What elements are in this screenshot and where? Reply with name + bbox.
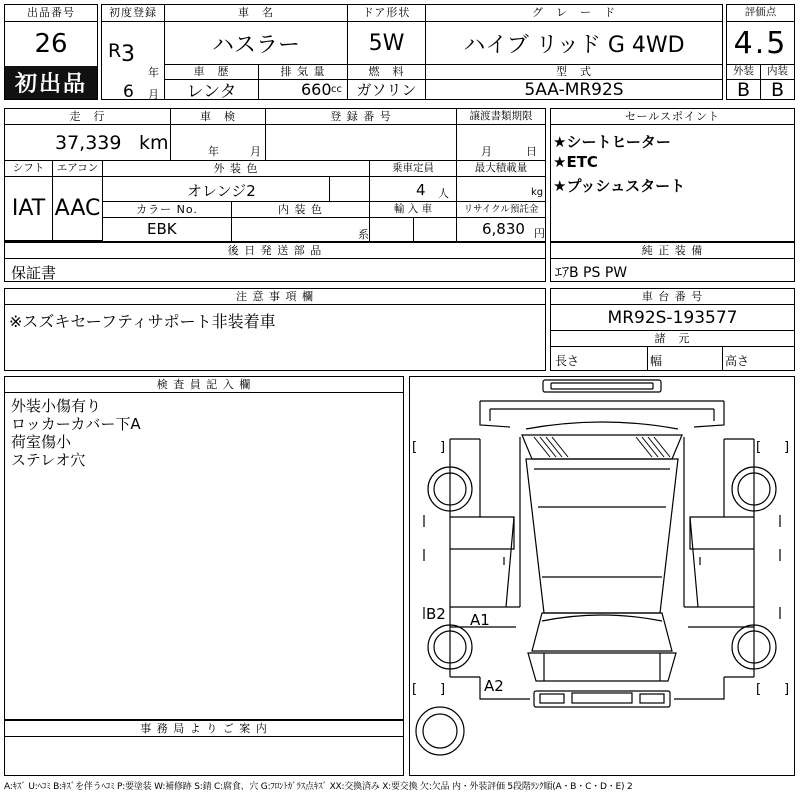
color-no-label: カラー No. [103, 202, 232, 218]
inspection-label: 車 検 [171, 109, 266, 125]
fuel-value: ガソリン [348, 80, 426, 99]
inspector-note: ステレオ穴 [11, 451, 86, 469]
inspector-notes [11, 397, 141, 469]
caution-value: ※スズキセーフティサポート非装着車 [9, 312, 276, 331]
bracket-left-front: [ [412, 440, 418, 455]
transfer-cell [457, 125, 545, 161]
office-box [4, 720, 404, 776]
office-label: 事 務 局 よ り ご 案 内 [5, 721, 403, 737]
bracket-right-front: [ [756, 440, 762, 455]
name-label: 車 名 [165, 5, 348, 22]
bracket-right-rear-close: ] [784, 682, 790, 697]
recycle-label: リサイクル預託金 [457, 202, 545, 218]
import-divider [413, 218, 414, 241]
interior-label: 内装 [761, 65, 794, 80]
load-label: 最大積載量 [457, 161, 545, 177]
int-color-cell [232, 218, 370, 241]
transfer-month-unit: 月 [481, 145, 492, 158]
later-parts-label: 後 日 発 送 部 品 [5, 243, 545, 259]
inspector-label: 検 査 員 記 入 欄 [5, 377, 403, 393]
later-parts-box [4, 242, 546, 282]
bracket-right-front-close: ] [784, 440, 790, 455]
mileage-cell [5, 125, 171, 161]
mileage-unit: km [139, 132, 169, 154]
reg-year-unit: 年 [148, 66, 159, 79]
exterior-label: 外装 [727, 65, 761, 80]
mileage-label: 走 行 [5, 109, 171, 125]
first-listing-badge [5, 66, 97, 99]
grade-label: グ レ ー ド [426, 5, 722, 22]
fuel-label: 燃 料 [348, 65, 426, 80]
capacity-value: 4 [416, 181, 426, 199]
inspector-note: 荷室傷小 [11, 433, 72, 451]
damage-mark-b2: B2 [426, 605, 446, 623]
score-value: 4.5 [727, 22, 794, 65]
inspector-box [4, 376, 404, 720]
length-cell [551, 347, 648, 370]
recycle-value: 6,830 [482, 220, 525, 238]
first-listing-text: 初出品 [14, 72, 87, 97]
height-label: 高さ [725, 354, 750, 368]
damage-mark-a1: A1 [470, 611, 490, 629]
registration-label: 登 録 番 号 [266, 109, 457, 125]
bracket-left-rear: [ [412, 682, 418, 697]
history-label: 車 歴 [165, 65, 259, 80]
car-name: ハスラー [165, 22, 348, 65]
selling-points-label: セールスポイント [551, 109, 794, 125]
specs-box [4, 108, 546, 242]
ext-color-label: 外 装 色 [103, 161, 370, 177]
height-cell [723, 347, 794, 370]
chassis-box [550, 288, 795, 371]
caution-box [4, 288, 546, 371]
ext-color-cell [103, 177, 370, 202]
shift-label: シフト [5, 161, 53, 177]
grade-value: ハイブ リッド G 4WD [426, 22, 722, 65]
car-outline-diagram [410, 377, 794, 775]
bracket-left-rear-close: ] [440, 682, 446, 697]
shift-value: IAT [5, 177, 53, 241]
transfer-day-unit: 日 [526, 145, 537, 158]
bracket-left-front-close: ] [440, 440, 446, 455]
lot-number: 26 [34, 29, 68, 59]
reg-year-cell [102, 22, 165, 99]
damage-diagram-box [409, 376, 795, 776]
int-color-label: 内 装 色 [232, 202, 370, 218]
inspection-cell [171, 125, 266, 161]
color-no-cell [103, 218, 232, 241]
history-value: レンタ [165, 80, 259, 99]
inspector-note: 外装小傷有り [11, 397, 102, 415]
chassis-label: 車 台 番 号 [551, 289, 794, 305]
import-cell [370, 218, 457, 241]
displacement-value: 660 [301, 80, 332, 99]
model-value: 5AA-MR92S [524, 80, 624, 99]
damage-legend: A:ｷｽﾞ U:ﾍｺﾐ B:ｷｽﾞを伴うﾍｺﾐ P:要塗装 W:補修跡 S:錆 C:腐食、穴 G:ﾌﾛﾝﾄｶﾞﾗｽ点ｷｽﾞ XX:交換済み X:要交換 欠:欠品 内・外装評価 5段階ﾗﾝｸ順(A・B・C・D・E) 2 [4, 782, 633, 792]
bracket-right-rear: [ [756, 682, 762, 697]
lot-label: 出品番号 [5, 5, 97, 22]
ac-label: エアコン [53, 161, 103, 177]
capacity-cell [370, 177, 457, 202]
equipment-label: 純 正 装 備 [551, 243, 794, 259]
later-parts-value: 保証書 [11, 264, 57, 282]
score-label: 評価点 [727, 5, 794, 22]
displacement-cell [259, 80, 348, 99]
inspection-year-unit: 年 [208, 145, 219, 158]
interior-grade: B [770, 80, 785, 99]
selling-point-item: ★シートヒーター [553, 133, 671, 151]
mileage-value: 37,339 [55, 132, 122, 154]
ext-color-value: オレンジ2 [187, 182, 256, 200]
displacement-label: 排 気 量 [259, 65, 348, 80]
dims-label: 諸 元 [551, 331, 794, 347]
color-no-value: EBK [147, 220, 177, 238]
load-cell [457, 177, 545, 202]
exterior-grade: B [727, 80, 761, 99]
ac-value: AAC [53, 177, 103, 241]
reg-month-unit: 月 [148, 88, 159, 99]
model-label: 型 式 [426, 65, 722, 80]
caution-label: 注 意 事 項 欄 [5, 289, 545, 305]
recycle-unit: 円 [534, 227, 545, 240]
ext-color-divider [329, 177, 330, 202]
width-label: 幅 [650, 354, 663, 368]
doors-label: ドア形状 [348, 5, 426, 22]
transfer-label: 譲渡書類期限 [457, 109, 545, 125]
inspection-month-unit: 月 [250, 145, 261, 158]
capacity-label: 乗車定員 [370, 161, 457, 177]
selling-points-box [550, 108, 795, 242]
chassis-number: MR92S-193577 [551, 305, 794, 331]
recycle-cell [457, 218, 545, 241]
registration-number [266, 125, 457, 161]
lot-box [4, 4, 98, 100]
reg-label: 初度登録 [102, 5, 165, 22]
doors-value: 5W [348, 22, 426, 65]
vehicle-info-box [101, 4, 723, 100]
reg-year: 3 [121, 42, 135, 67]
selling-point-item: ★ETC [553, 153, 598, 171]
displacement-unit: cc [331, 84, 342, 95]
capacity-unit: 人 [438, 187, 449, 200]
reg-era: R [108, 40, 122, 62]
import-label: 輸 入 車 [370, 202, 457, 218]
damage-mark-a2: A2 [484, 677, 504, 695]
score-box [726, 4, 795, 100]
equipment-box [550, 242, 795, 282]
equipment-value: ｴｱB PS PW [555, 265, 628, 281]
width-cell [648, 347, 723, 370]
load-unit: kg [531, 187, 544, 198]
reg-month: 6 [123, 82, 134, 99]
int-color-unit: 系 [358, 228, 369, 241]
length-label: 長さ [555, 354, 580, 368]
selling-point-item: ★プッシュスタート [553, 177, 686, 195]
inspector-note: ロッカーカバー下A [11, 415, 141, 433]
